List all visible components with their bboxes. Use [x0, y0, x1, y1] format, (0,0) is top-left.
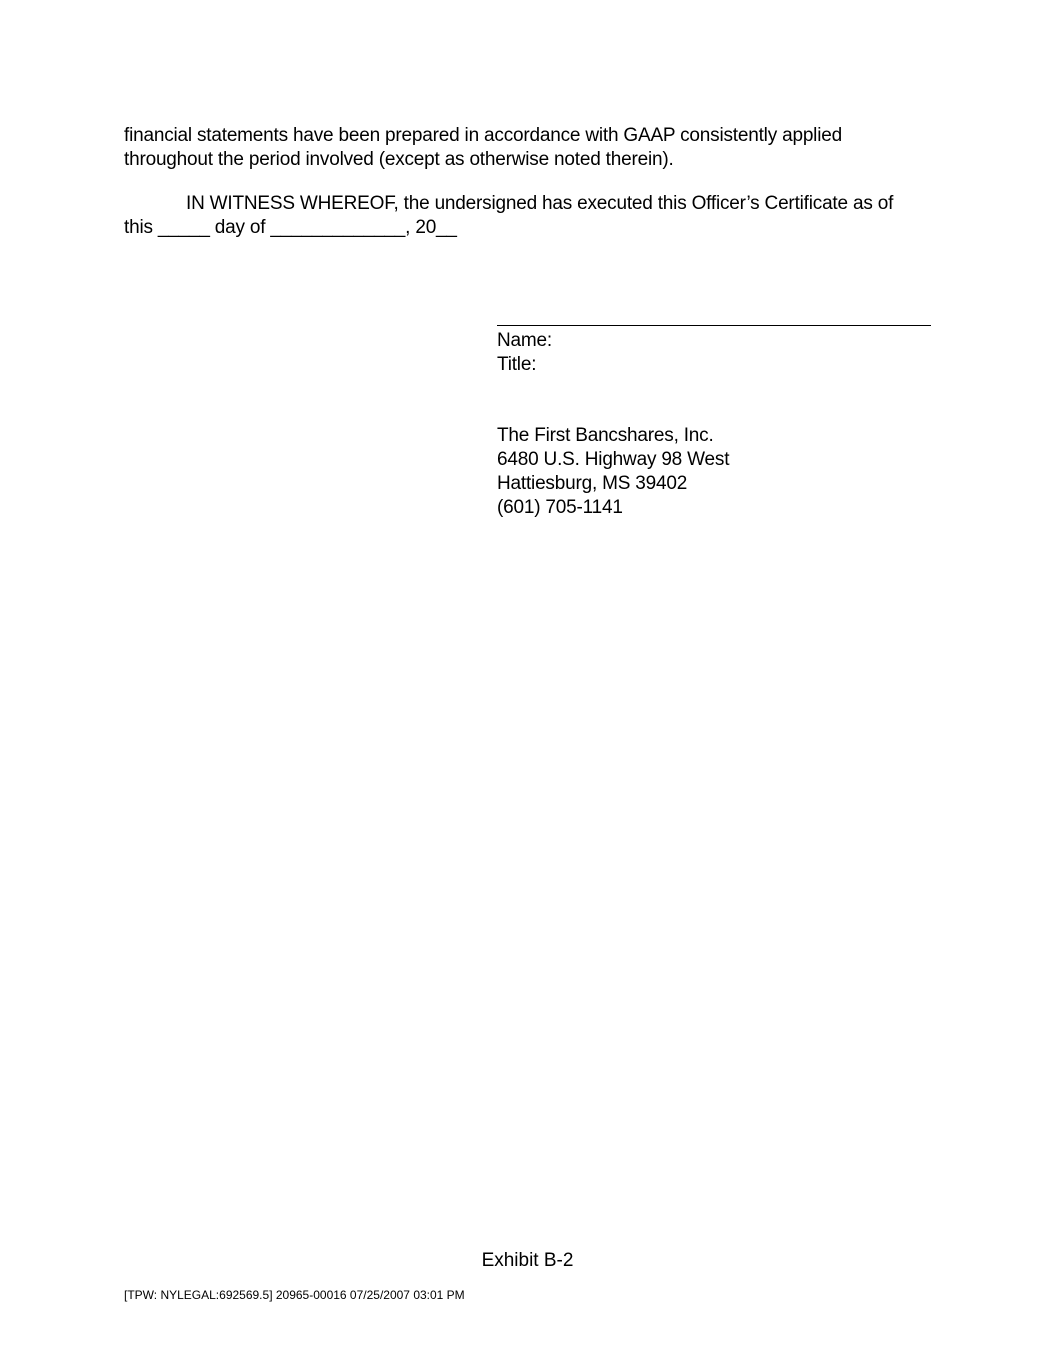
signature-line: [497, 325, 931, 326]
paragraph-in-witness: [124, 192, 924, 240]
signature-labels: [497, 329, 552, 377]
phone-number: (601) 705-1141: [497, 497, 623, 518]
city-state-zip: Hattiesburg, MS 39402: [497, 473, 688, 494]
name-label: Name:: [497, 330, 552, 351]
paragraph-in-witness-text: IN WITNESS WHEREOF, the undersigned has executed this Officer’s Certificate as of this _____ day of _____________, 20__: [124, 193, 894, 238]
exhibit-label: Exhibit B-2: [481, 1250, 574, 1271]
company-name: The First Bancshares, Inc.: [497, 425, 714, 446]
title-label: Title:: [497, 354, 537, 375]
document-reference: [TPW: NYLEGAL:692569.5] 20965-00016 07/25/2007 03:01 PM: [124, 1288, 465, 1302]
street-address: 6480 U.S. Highway 98 West: [497, 449, 730, 470]
paragraph-financial-statements: financial statements have been prepared in accordance with GAAP consistently applied throughout the period involved (except as otherwise noted therein).: [124, 125, 842, 170]
company-address: [497, 424, 729, 520]
